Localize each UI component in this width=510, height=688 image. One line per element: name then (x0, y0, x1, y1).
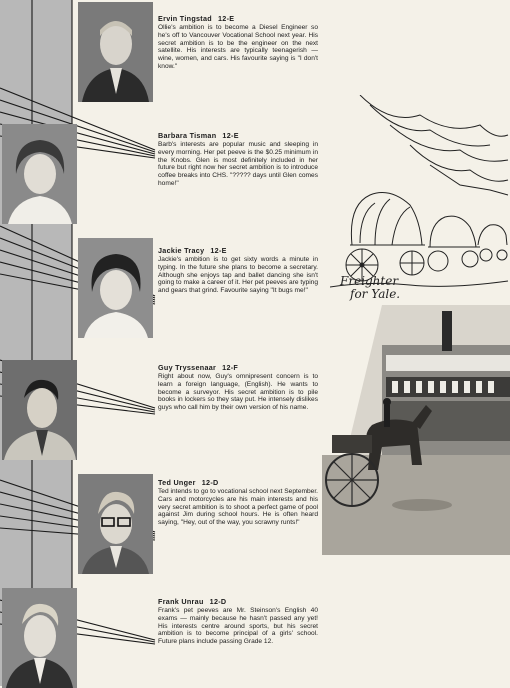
student-bio: Barb's interests are popular music and sleeping in every morning. Her pet peeve is the $0.25 minimum in the Knobs. Glen is most definitely included in her future but right now her secret ambition is to introduce coffee breaks into CHS. "????? days until Glen comes home!" (158, 141, 318, 187)
historic-steamboat-photo (322, 305, 510, 555)
bio-guy-tryssenaar (158, 363, 318, 412)
decorative-column (0, 0, 160, 686)
line-pattern (0, 0, 160, 686)
bio-barbara-tisman (158, 131, 318, 188)
caption-line-2: for Yale. (350, 287, 401, 301)
student-bio: Frank's pet peeves are Mr. Steinson's English 40 exams — mainly because he hasn't passed any yet! His interests centre around sports, but his secret ambition is to become principal of a girls' school. Future plans include passing Grade 12. (158, 607, 318, 646)
bio-jackie-tracy (158, 246, 318, 295)
student-bio: Right about now, Guy's omnipresent concern is to learn a foreign language, (English). He wants to become a surveyor. His secret ambition is to pile books in lockers so they stay put. He intensely dislikes guys who call him by their own version of his name. (158, 373, 318, 412)
portrait-ted-unger (78, 474, 153, 574)
portrait-frank-unrau (2, 588, 77, 688)
student-name: Guy Tryssenaar 12-F (158, 363, 239, 372)
bio-frank-unrau (158, 597, 318, 646)
caption-line-1: Freighter (340, 274, 399, 288)
student-name: Jackie Tracy 12-E (158, 246, 227, 255)
portrait-ervin-tingstad (78, 2, 153, 102)
wagon-sketch (330, 95, 510, 295)
portrait-jackie-tracy (78, 238, 153, 338)
student-name: Barbara Tisman 12-E (158, 131, 239, 140)
sketch-caption (340, 275, 490, 301)
student-name: Frank Unrau 12-D (158, 597, 227, 606)
portrait-barbara-tisman (2, 124, 77, 224)
student-name: Ervin Tingstad 12-E (158, 14, 235, 23)
bio-ervin-tingstad (158, 14, 318, 71)
student-name: Ted Unger 12-D (158, 478, 219, 487)
student-bio: Jackie's ambition is to get sixty words a minute in typing. In the future she plans to become a secretary. Although she enjoys tap and ballet dancing she isn't going to make a career of it. Her pet peeves are typing and gears that grind. Favourite saying "It bugs me!" (158, 256, 318, 295)
student-bio: Ollie's ambition is to become a Diesel Engineer so he's off to Vancouver Vocational School next year. His secret ambition is to be the engineer on the next satellite. His interests are typically teenagerish — wine, women, and cars. His favourite saying is "I don't know." (158, 24, 318, 70)
bio-ted-unger (158, 478, 318, 527)
student-bio: Ted intends to go to vocational school next September. Cars and motorcycles are his main interests and his very secret ambition is to shoot a perfect game of pool against Jim during school hours. He is often heard saying, "Hey, out of the way, you scrawny runts!" (158, 488, 318, 527)
portrait-guy-tryssenaar (2, 360, 77, 460)
